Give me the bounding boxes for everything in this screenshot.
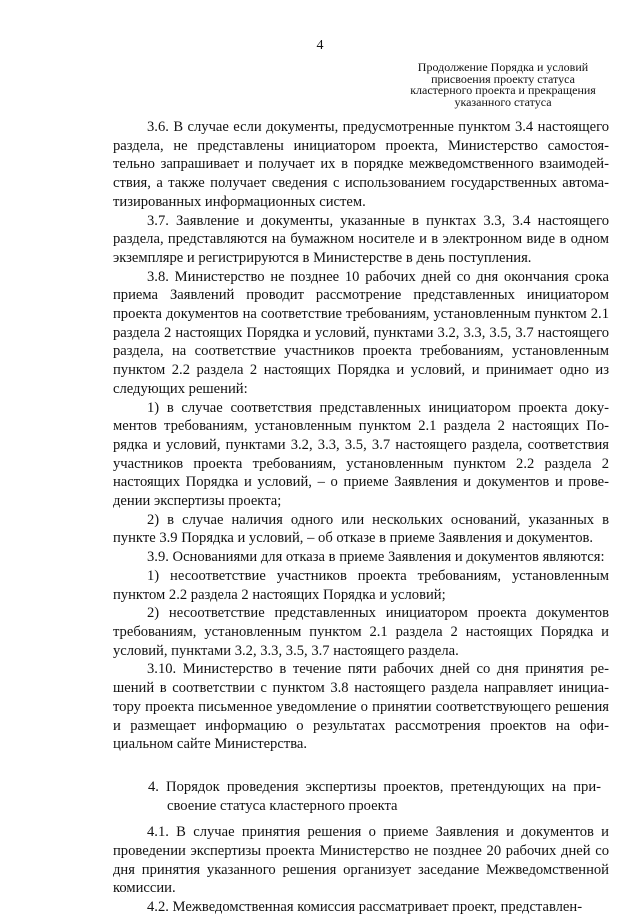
list-item-3-8-2: 2) в случае наличия одного или нескольких оснований, указанных в пункте 3.9 Порядка и условий, – об отказе в приеме Заявления и документов.: [113, 511, 609, 547]
paragraph-3-6: 3.6. В случае если документы, предусмотренные пунктом 3.4 настоящего раздела, не представлены инициатором проекта, Министерство самостоятельно запрашивает и получает их в порядке межведомственного взаимодействия, а также получает сведения с использованием государственных автоматизированных информационных систем.: [113, 119, 609, 210]
heading-spacer: [113, 815, 609, 823]
list-item-3-9-2: 2) несоответствие представленных инициатором проекта документов требованиям, установленным пунктом 2.1 раздела 2 настоящих Порядка и условий, пунктами 3.2, 3.3, 3.5, 3.7 настоящего раздела.: [113, 605, 609, 659]
list-item-3-9-1: 1) несоответствие участников проекта требованиям, установленным пунктом 2.2 раздела 2 настоящих Порядка и условий;: [113, 567, 609, 603]
running-header-line: присвоения проекту статуса: [431, 71, 575, 86]
paragraph-3-10: 3.10. Министерство в течение пяти рабочих дней со дня принятия решений в соответствии с пунктом 3.8 настоящего раздела направляет инициатору проекта письменное уведомление о принятии соответствующего решения и размещает информацию о результатах рассмотрения проектов на официальном сайте Министерства.: [113, 661, 609, 753]
section-spacer: [113, 754, 609, 778]
paragraph-3-8: 3.8. Министерство не позднее 10 рабочих дней со дня окончания срока приема Заявлений проводит рассмотрение представленных инициатором проекта документов на соответствие требованиям, установленным пунктом 2.1 раздела 2 настоящих Порядка и условий, пунктами 3.2, 3.3, 3.5, 3.7 настоящего раздела, на соответствие участников проекта требованиям, установленным пунктом 2.2 раздела 2 настоящих Порядка и условий, и принимает одно из следующих решений:: [113, 268, 609, 397]
page-number: 4: [316, 38, 324, 53]
list-item-3-8-1: 1) в случае соответствия представленных инициатором проекта документов требованиям, установленным пунктом 2.1 раздела 2 настоящих Порядка и условий, пунктами 3.2, 3.3, 3.5, 3.7 настоящего раздела, соответствия участников проекта требованиям, установленным пунктом 2.2 раздела 2 настоящих Порядка и условий, – о приеме Заявления и документов и проведении экспертизы проекта;: [113, 399, 609, 510]
paragraph-3-7: 3.7. Заявление и документы, указанные в пунктах 3.3, 3.4 настоящего раздела, представляются на бумажном носителе и в электронном виде в одном экземпляре и регистрируются в Министерстве в день поступления.: [113, 212, 609, 266]
running-header-line: кластерного проекта и прекращения: [410, 83, 596, 97]
paragraph-4-2: 4.2. Межведомственная комиссия рассматривает проект, представлен-: [147, 899, 583, 916]
document-body: [113, 118, 609, 917]
paragraph-4-1: 4.1. В случае принятия решения о приеме Заявления и документов и проведении экспертизы проекта Министерство не позднее 20 рабочих дней со дня принятия указанного решения организует заседание Межведомственной комиссии.: [113, 824, 609, 897]
running-header: [404, 62, 602, 108]
running-header-line: Продолжение Порядка и условий: [417, 60, 589, 74]
paragraph-3-9: 3.9. Основаниями для отказа в приеме Заявления и документов являются:: [147, 549, 605, 566]
running-header-line: указанного статуса: [454, 94, 552, 109]
section-heading-4: 4. Порядок проведения экспертизы проектов, претендующих на присвоение статуса кластерного проекта: [148, 778, 601, 814]
